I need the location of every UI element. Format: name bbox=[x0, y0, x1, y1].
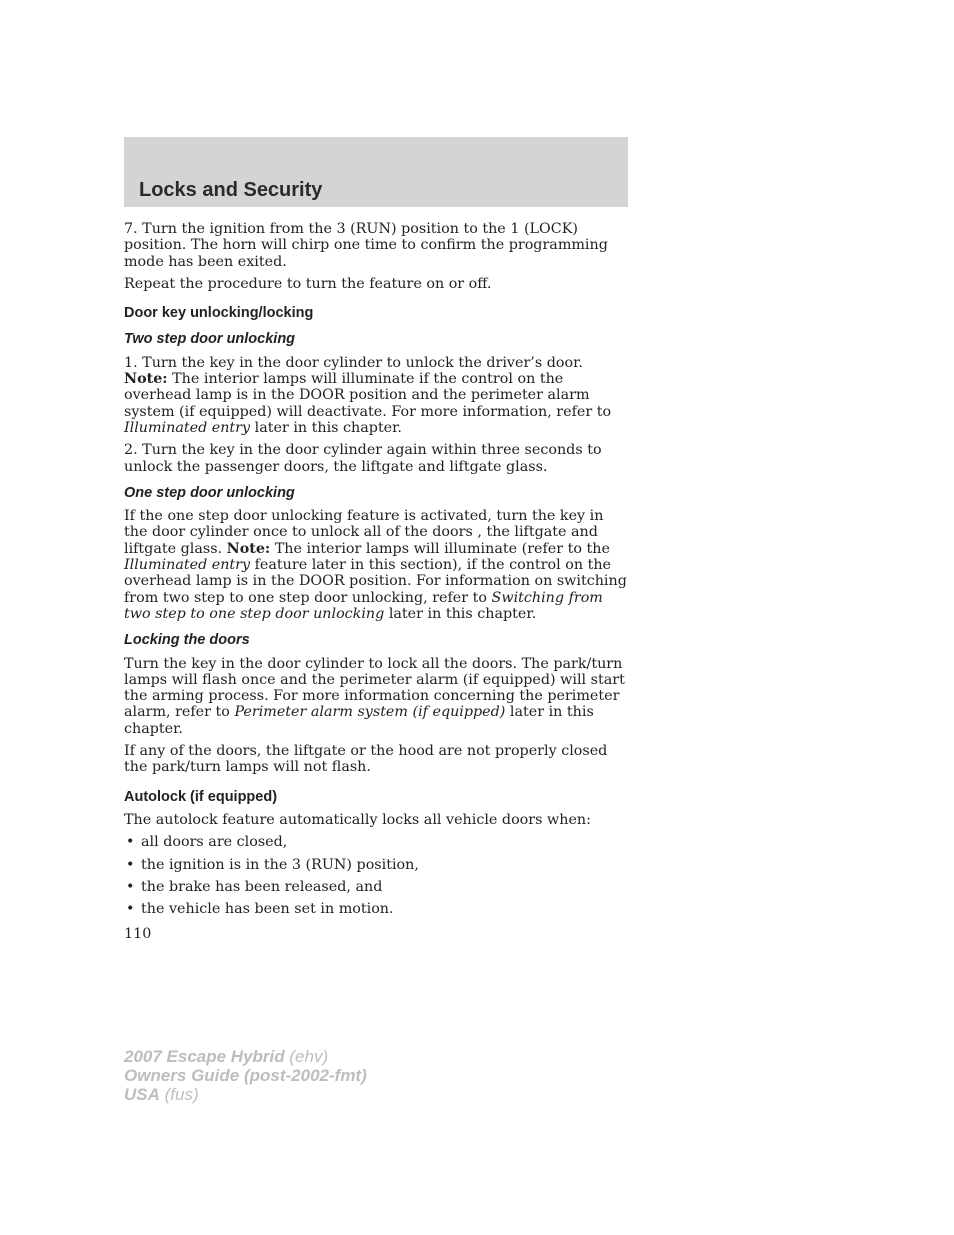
text-run: later in this chapter. bbox=[250, 419, 402, 436]
document-footer bbox=[124, 1047, 367, 1104]
cross-reference: Perimeter alarm system (if equipped) bbox=[234, 704, 506, 721]
text-run: later in this chapter. bbox=[124, 704, 594, 737]
text-run: later in this chapter. bbox=[384, 605, 537, 622]
subheading-locking: Locking the doors bbox=[124, 632, 250, 649]
list-item-text: the ignition is in the 3 (RUN) position, bbox=[141, 856, 419, 873]
paragraph-autolock-intro: The autolock feature automatically locks all vehicle doors when: bbox=[124, 811, 591, 828]
list-item bbox=[124, 901, 628, 917]
paragraph-locking-1 bbox=[124, 656, 628, 737]
list-item-text: the brake has been released, and bbox=[141, 878, 383, 895]
text-run: feature later in this section), if the control on the overhead lamp is in the DOOR position. For information on switching from two step to one step door unlocking, refer to bbox=[124, 557, 627, 606]
list-item bbox=[124, 879, 628, 895]
list-item bbox=[124, 834, 628, 850]
heading-autolock: Autolock (if equipped) bbox=[124, 788, 278, 805]
paragraph-two-step-2: 2. Turn the key in the door cylinder again within three seconds to unlock the passenger doors, the liftgate and liftgate glass. bbox=[124, 442, 602, 475]
text-run: Turn the key in the door cylinder to lock all the doors. The park/turn lamps will flash once and the perimeter alarm (if equipped) will start the arming process. For more information concerning the perimeter alarm, refer to bbox=[124, 655, 625, 721]
footer-line-3 bbox=[124, 1085, 367, 1104]
autolock-list bbox=[124, 834, 628, 917]
page-number: 110 bbox=[124, 926, 152, 942]
paragraph-two-step-1 bbox=[124, 355, 628, 436]
footer-market-code: (fus) bbox=[159, 1085, 199, 1104]
cross-reference: Illuminated entry bbox=[124, 419, 251, 436]
subheading-two-step: Two step door unlocking bbox=[124, 331, 296, 348]
footer-model: 2007 Escape Hybrid bbox=[124, 1047, 285, 1066]
paragraph-locking-2: If any of the doors, the liftgate or the hood are not properly closed the park/turn lamps will not flash. bbox=[124, 743, 608, 776]
text-run: 1. Turn the key in the door cylinder to unlock the driver’s door. bbox=[124, 354, 583, 371]
text-run: If the one step door unlocking feature is activated, turn the key in the door cylinder once to unlock all of the doors , the liftgate and liftgate glass. bbox=[124, 508, 604, 557]
note-label: Note: bbox=[226, 540, 271, 557]
bullet-icon: • bbox=[126, 878, 135, 895]
section-header-band bbox=[124, 137, 628, 207]
paragraph-step-7: 7. Turn the ignition from the 3 (RUN) position to the 1 (LOCK) position. The horn will chirp one time to confirm the programming mode has been exited. bbox=[124, 221, 608, 270]
page-content bbox=[124, 221, 628, 923]
heading-door-key: Door key unlocking/locking bbox=[124, 305, 314, 322]
paragraph-one-step bbox=[124, 508, 628, 622]
bullet-icon: • bbox=[126, 834, 135, 851]
note-label: Note: bbox=[124, 371, 168, 388]
footer-market: USA bbox=[124, 1085, 160, 1104]
footer-line-1 bbox=[124, 1047, 367, 1066]
footer-model-code: (ehv) bbox=[284, 1047, 329, 1066]
text-run: The interior lamps will illuminate (refer to the bbox=[270, 540, 610, 557]
bullet-icon: • bbox=[126, 901, 135, 918]
text-run: The interior lamps will illuminate if the control on the overhead lamp is in the DOOR position and the perimeter alarm system (if equipped) will deactivate. For more information, refer to bbox=[124, 371, 612, 420]
bullet-icon: • bbox=[126, 856, 135, 873]
section-title: Locks and Security bbox=[139, 179, 323, 201]
cross-reference: Switching from two step to one step door unlocking bbox=[124, 589, 603, 622]
cross-reference: Illuminated entry bbox=[124, 557, 251, 574]
list-item-text: all doors are closed, bbox=[141, 834, 288, 851]
footer-line-2 bbox=[124, 1066, 367, 1085]
subheading-one-step: One step door unlocking bbox=[124, 484, 295, 501]
list-item-text: the vehicle has been set in motion. bbox=[141, 901, 394, 918]
paragraph-repeat: Repeat the procedure to turn the feature on or off. bbox=[124, 275, 492, 292]
footer-guide: Owners Guide (post-2002-fmt) bbox=[124, 1066, 367, 1085]
list-item bbox=[124, 857, 628, 873]
